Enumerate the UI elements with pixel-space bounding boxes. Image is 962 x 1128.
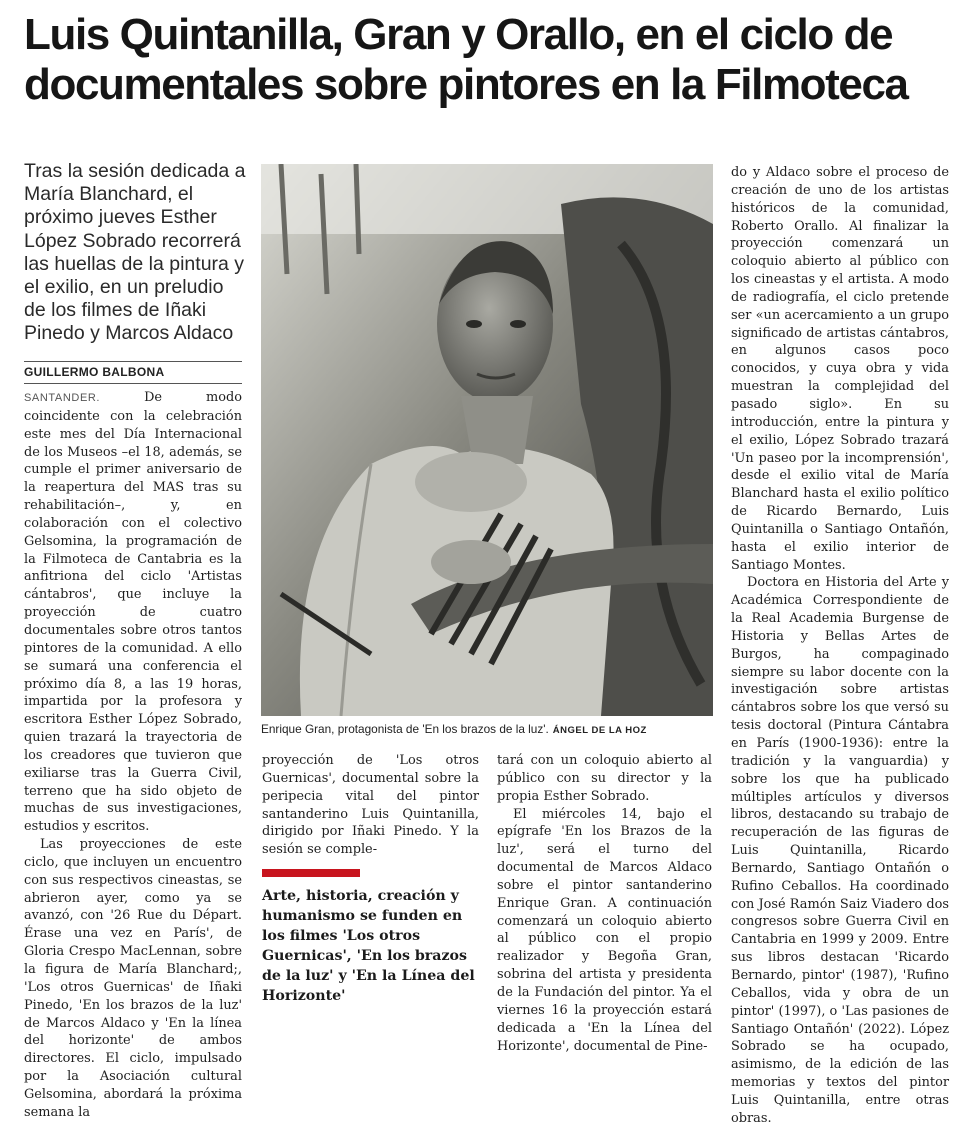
painter-photo-illustration: [261, 164, 713, 716]
body-column-1: [24, 389, 242, 1122]
pull-quote-accent-bar: [262, 869, 360, 877]
byline-bottom-rule: [24, 383, 242, 384]
pull-quote: Arte, historia, creación y humanismo se funden en los filmes 'Los otros Guernicas', 'En los brazos de la luz' y 'En la Línea del Horizonte': [262, 888, 475, 1004]
body-text: De modo coincidente con la celebración este mes del Día Internacional de los Museos –el 18, además, se cumple el primer aniversario de la reapertura del MAS tras su rehabilitación–, y, en colaboración con el colectivo Gelsomina, la programación de la Filmoteca de Cantabria es la anfitriona del ciclo 'Artistas cántabros', que incluye la proyección de cuatro documentales sobre otros tantos pintores de la comunidad. A ello se sumará una conferencia el próximo día 8, a las 19 horas, impartida por la profesora y escritora Esther López Sobrado, quien trazará la trayectoria de los creadores que tuvieron que exiliarse tras la Guerra Civil, terreno que ha sido objeto de muchas de sus investigaciones, estudios y escritos.: [24, 390, 242, 835]
lead-paragraph: Tras la sesión dedicada a María Blanchard, el próximo jueves Esther López Sobrado recorrerá las huellas de la pintura y el exilio, en un preludio de los filmes de Iñaki Pinedo y Marcos Aldaco: [24, 160, 246, 345]
photo-caption: [261, 722, 731, 736]
body-paragraph: Las proyecciones de este ciclo, que incluyen un encuentro con sus respectivos cineastas, se abrieron ayer, como ya se avanzó, con '26 Rue du Départ. Érase una vez en París', de Gloria Crespo MacLennan, sobre la figura de María Blanchard;, 'Los otros Guernicas' de Iñaki Pinedo, 'En los brazos de la luz' de Marcos Aldaco y 'En la línea del horizonte' de ambos directores. El ciclo, impulsado por la Asociación cultural Gelsomina, abordará la próxima semana la: [24, 837, 242, 1120]
body-paragraph: Doctora en Historia del Arte y Académica Correspondiente de la Real Academia Burgense de Historia y Bellas Artes de Burgos, ha compaginado siempre su labor docente con la investigación sobre artistas cántabros sobre los que versó su tesis doctoral (Pintura Cántabra en París (1900-1936): entre la tradición y la vanguardia) y sobre los que ha publicado múltiples artículos y diversos libros, destacando su trabajo de recuperación de las figuras de Luis Quintanilla, Ricardo Bernardo, Santiago Ontañón o Rufino Ceballos. Ha coordinado con José Ramón Saiz Viadero dos congresos sobre Guerra Civil en Cantabria en 1999 y 2009. Entre sus libros destacan 'Ricardo Bernardo, pintor' (1987), 'Rufino Ceballos, vida y obra de un pintor' (1997), o 'Las pasiones de Santiago Ontañón' (2022). López Sobrado se ha ocupado, asimismo, de la edición de las memorias y textos del pintor Luis Quintanilla, entre otras obras.: [731, 575, 949, 1126]
body-column-4: [731, 164, 949, 1128]
body-paragraph: El miércoles 14, bajo el epígrafe 'En los Brazos de la luz', será el turno del documental de Marcos Aldaco sobre el pintor santanderino Enrique Gran. A continuación comenzará un coloquio abierto al público con el propio realizador y Begoña Gran, sobrina del artista y presidenta de la Fundación del pintor. Ya el viernes 16 la proyección estará dedicada a 'En la Línea del Horizonte', documental de Pine-: [497, 806, 712, 1054]
photo-credit: ÁNGEL DE LA HOZ: [552, 725, 647, 736]
body-column-3: [497, 752, 712, 1055]
dateline: SANTANDER.: [24, 392, 101, 404]
photo-enrique-gran: [261, 164, 713, 716]
body-column-2: [262, 752, 479, 859]
caption-text: Enrique Gran, protagonista de 'En los brazos de la luz'.: [261, 722, 549, 736]
body-paragraph: [24, 389, 242, 836]
byline: GUILLERMO BALBONA: [24, 365, 165, 379]
byline-top-rule: [24, 361, 242, 362]
body-paragraph: tará con un coloquio abierto al público con su director y la propia Esther Sobrado.: [497, 753, 712, 804]
body-paragraph: proyección de 'Los otros Guernicas', documental sobre la peripecia vital del pintor santanderino Luis Quintanilla, dirigido por Iñaki Pinedo. Y la sesión se comple-: [262, 753, 479, 858]
body-paragraph: do y Aldaco sobre el proceso de creación de uno de los artistas históricos de la comunidad, Roberto Orallo. Al finalizar la proyección comenzará un coloquio abierto al público con los cineastas y el artista. A modo de radiografía, el ciclo pretende ser «un acercamiento a un grupo significado de artistas cántabros, en algunos casos poco conocidos, y cuya obra y vida muestran la complejidad del pasado siglo». En su introducción, entre la pintura y el exilio, López Sobrado trazará 'Un paseo por la incomprensión', desde el exilio vital de María Blanchard hasta el exilio político de Ricardo Bernardo, Luis Quintanilla o Santiago Ontañón, hasta el exilio interior de Santiago Montes.: [731, 165, 949, 573]
headline: Luis Quintanilla, Gran y Orallo, en el ciclo de documentales sobre pintores en la Filmoteca: [24, 10, 908, 109]
